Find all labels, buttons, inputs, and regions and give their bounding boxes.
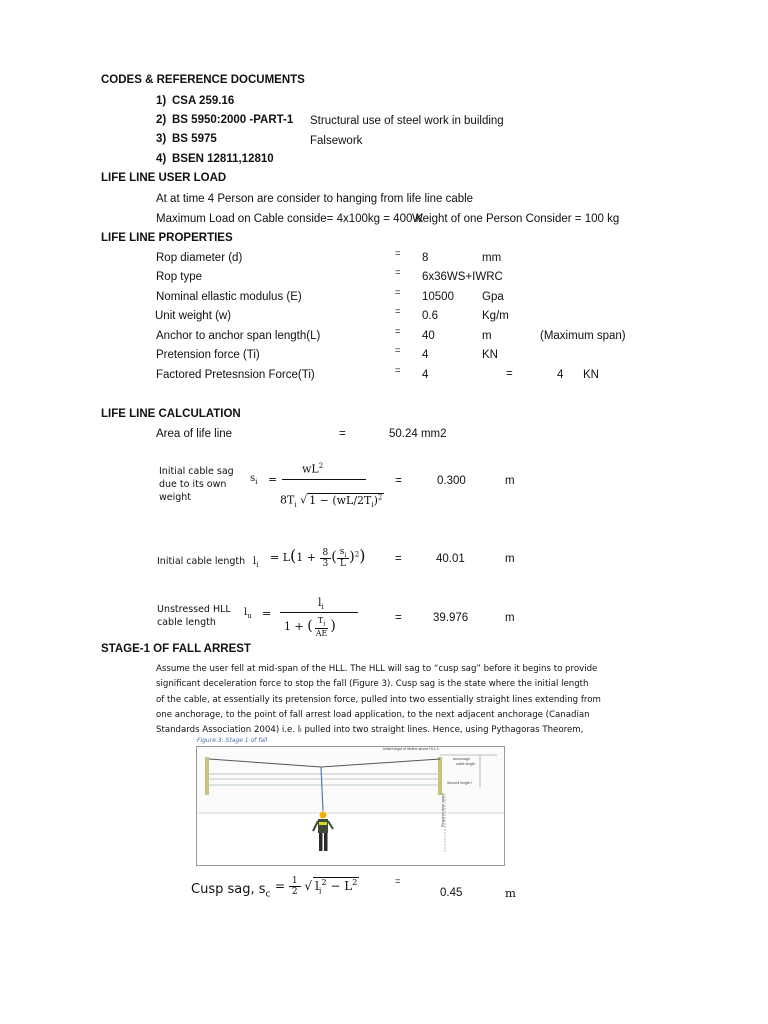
prop-label-weight: Unit weight (w) <box>155 310 232 322</box>
prop-eq: = <box>395 287 401 298</box>
cusp-value: 0.45 <box>440 887 463 899</box>
sag-value: 0.300 <box>437 475 466 487</box>
code-3-desc: Falsework <box>310 135 363 147</box>
prop-eq: = <box>395 248 401 259</box>
user-load-line1: At at time 4 Person are consider to hanging from life line cable <box>156 193 474 205</box>
length-formula: = L(1 + $\frac{8}{3}$ ( $\frac{s_i}{L}$ )$^2$) <box>270 546 366 570</box>
sag-label-3: weight <box>159 492 192 503</box>
cusp-label: Cusp sag, $s_c$ <box>191 882 271 900</box>
stage1-paragraph: Assume the user fell at mid-span of the HLL. The HLL will sag to “cusp sag” before it begins to provide significant deceleration force to stop the fall (Figure 3). Cusp sag is the state where the initial length of the cable, at essentially its pretension force, pulled into two essentially straight lines extending from one anchorage, to the point of fall arrest load application, to the next adjacent anchorage (Canadian Standards Association 2004) i.e. lᵢ pulled into two straight lines. Hence, using Pythagoras Theorem, <box>156 664 601 736</box>
prop-label-pretension: Pretension force (Ti) <box>156 349 260 361</box>
prop-value-weight: 0.6 <box>422 310 438 322</box>
prop-label-diameter: Rop diameter (d) <box>156 252 243 264</box>
sag-unit: m <box>505 475 515 487</box>
area-eq: = <box>339 428 346 440</box>
prop-value-pretension: 4 <box>422 349 429 361</box>
code-num-1: 1) <box>156 95 167 107</box>
prop-eq: = <box>395 267 401 278</box>
code-num-2: 2) <box>156 114 167 126</box>
unstressed-symbol: $l_u$ <box>244 607 252 620</box>
prop-eq-factored: = <box>506 368 513 380</box>
cusp-eq: = <box>395 876 401 887</box>
unstressed-value: 39.976 <box>433 612 469 624</box>
fall-arrest-figure <box>196 746 505 866</box>
code-num-4: 4) <box>156 153 167 165</box>
prop-value-type: 6x36WS+IWRC <box>422 271 503 283</box>
prop-label-span: Anchor to anchor span length(L) <box>156 330 321 342</box>
fig-label-4: Second length l <box>447 781 472 785</box>
code-num-3: 3) <box>156 133 167 145</box>
sag-label-2: due to its own <box>159 479 227 490</box>
user-load-line2b: Weight of one Person Consider = 100 kg <box>412 213 620 225</box>
prop-label-type: Rop type <box>156 271 203 283</box>
user-load-heading: LIFE LINE USER LOAD <box>101 172 227 184</box>
prop-eq: = <box>395 326 401 337</box>
prop-note-span: (Maximum span) <box>540 330 626 342</box>
length-label: Initial cable length <box>157 556 246 567</box>
prop-extra-unit-factored: KN <box>583 369 599 381</box>
right-pole <box>438 757 442 795</box>
prop-eq: = <box>395 345 401 356</box>
prop-value-modulus: 10500 <box>422 291 454 303</box>
code-1: CSA 259.16 <box>172 95 235 107</box>
sag-symbol: $s_i$ <box>250 473 258 486</box>
sag-label-1: Initial cable sag <box>159 466 234 477</box>
prop-unit-weight: Kg/m <box>482 310 509 322</box>
code-3: BS 5975 <box>172 133 217 145</box>
fig-label-3: cable length <box>456 762 476 766</box>
fig-label-5: Required clear space <box>441 793 445 827</box>
prop-value-diameter: 8 <box>422 252 429 264</box>
codes-heading: CODES & REFERENCE DOCUMENTS <box>101 74 305 86</box>
prop-label-modulus: Nominal ellastic modulus (E) <box>156 291 302 303</box>
code-2-desc: Structural use of steel work in building <box>310 115 504 127</box>
unstressed-label-1: Unstressed HLL <box>157 604 231 615</box>
cusp-unit: m <box>505 886 516 900</box>
prop-extra-value-factored: 4 <box>557 369 564 381</box>
prop-unit-diameter: mm <box>482 252 502 264</box>
stage1-heading: STAGE-1 OF FALL ARREST <box>101 643 251 655</box>
prop-unit-pretension: KN <box>482 349 498 361</box>
prop-unit-modulus: Gpa <box>482 291 504 303</box>
code-4: BSEN 12811,12810 <box>172 153 274 165</box>
cusp-formula: = $\frac{1}{2}$ √ $l_i^2 - L^2$ <box>275 876 358 897</box>
fig-label-2: anchorage <box>453 757 470 761</box>
user-load-line2: Maximum Load on Cable conside= 4x100kg = 400 K <box>156 213 424 225</box>
prop-value-span: 40 <box>422 330 435 342</box>
sag-eq: = <box>395 475 402 487</box>
length-symbol: $l_i$ <box>253 556 259 569</box>
left-pole <box>205 757 209 795</box>
code-2: BS 5950:2000 -PART-1 <box>172 114 294 126</box>
length-value: 40.01 <box>436 553 465 565</box>
area-label: Area of life line <box>156 428 233 440</box>
prop-unit-span: m <box>482 330 492 342</box>
prop-eq: = <box>395 365 401 376</box>
area-value: 50.24 mm2 <box>389 428 447 440</box>
length-eq: = <box>395 553 402 565</box>
prop-label-factored: Factored Pretesnsion Force(Ti) <box>156 369 315 381</box>
unstressed-eq: = <box>395 612 402 624</box>
unstressed-unit: m <box>505 612 515 624</box>
calc-heading: LIFE LINE CALCULATION <box>101 408 241 420</box>
figure-caption: Figure 3: Stage 1 of fall <box>197 737 268 744</box>
length-unit: m <box>505 553 515 565</box>
unstressed-label-2: cable length <box>157 617 216 628</box>
prop-eq: = <box>395 306 401 317</box>
properties-heading: LIFE LINE PROPERTIES <box>101 232 233 244</box>
prop-value-factored: 4 <box>422 369 429 381</box>
fig-label-1: Initial height of lifeline above HLL h <box>383 747 439 751</box>
